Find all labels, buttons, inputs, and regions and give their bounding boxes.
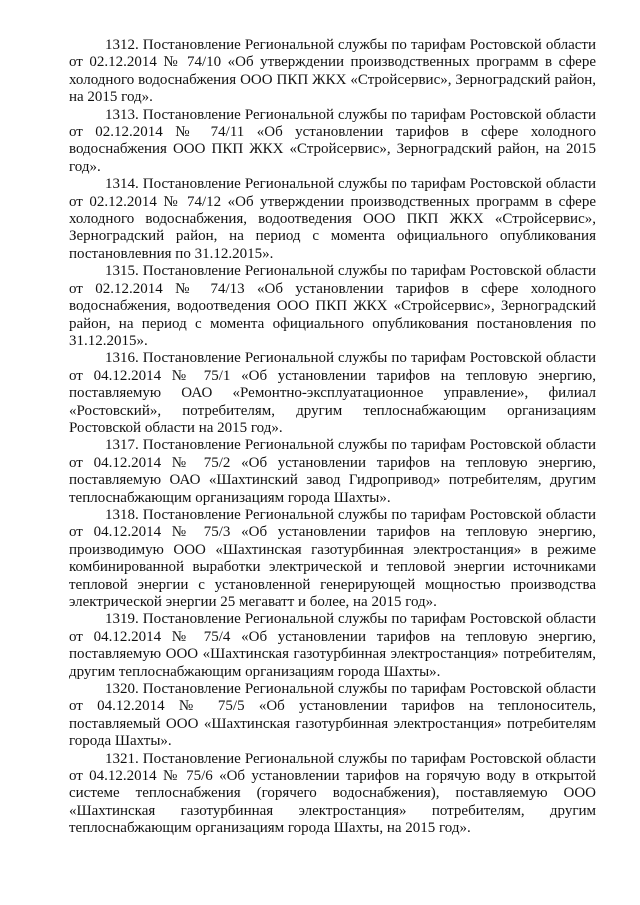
paragraph-1320: 1320. Постановление Региональной службы по тарифам Ростовской области от 04.12.2014 № 75/5 «Об установлении тарифов на теплоноситель, поставляемый ООО «Шахтинская газотурбинная электростанция» потребителям города Шахты». <box>69 681 596 750</box>
paragraph-1313: 1313. Постановление Региональной службы по тарифам Ростовской области от 02.12.2014 № 74/11 «Об установлении тарифов в сфере холодного водоснабжения ООО ПКП ЖКХ «Стройсервис», Зерноградский район, на 2015 год». <box>69 106 596 175</box>
paragraph-1321: 1321. Постановление Региональной службы по тарифам Ростовской области от 04.12.2014 № 75/6 «Об установлении тарифов на горячую воду в открытой системе теплоснабжения (горячего водоснабжения), поставляемую ООО «Шахтинская газотурбинная электростанция» потребителям, другим теплоснабжающим организациям города Шахты, на 2015 год». <box>69 750 596 837</box>
paragraph-1317: 1317. Постановление Региональной службы по тарифам Ростовской области от 04.12.2014 № 75/2 «Об установлении тарифов на тепловую энергию, поставляемую ОАО «Шахтинский завод Гидропривод» потребителям, другим теплоснабжающим организациям города Шахты». <box>69 437 596 506</box>
paragraph-1315: 1315. Постановление Региональной службы по тарифам Ростовской области от 02.12.2014 № 74/13 «Об установлении тарифов в сфере холодного водоснабжения, водоотведения ООО ПКП ЖКХ «Стройсервис», Зерноградский район, на период с момента официального опубликования постановления по 31.12.2015». <box>69 263 596 349</box>
paragraph-1318: 1318. Постановление Региональной службы по тарифам Ростовской области от 04.12.2014 № 75/3 «Об установлении тарифов на тепловую энергию, производимую ООО «Шахтинская газотурбинная электростанция» в режиме комбинированной выработки электрической и тепловой энергии источниками тепловой энергии с установленной генерирующей мощностью производства электрической энергии 25 мегаватт и более, на 2015 год». <box>69 506 596 610</box>
paragraph-1319: 1319. Постановление Региональной службы по тарифам Ростовской области от 04.12.2014 № 75/4 «Об установлении тарифов на тепловую энергию, поставляемую ООО «Шахтинская газотурбинная электростанция» потребителям, другим теплоснабжающим организациям города Шахты». <box>69 611 596 680</box>
paragraph-1312: 1312. Постановление Региональной службы по тарифам Ростовской области от 02.12.2014 № 74/10 «Об утверждении производственных программ в сфере холодного водоснабжения ООО ПКП ЖКХ «Стройсервис», Зерноградский район, на 2015 год». <box>69 37 596 106</box>
paragraph-1314: 1314. Постановление Региональной службы по тарифам Ростовской области от 02.12.2014 № 74/12 «Об утверждении производственных программ в сфере холодного водоснабжения, водоотведения ООО ПКП ЖКХ «Стройсервис», Зерноградский район, на период с момента официального опубликования постановлевния по 31.12.2015». <box>69 176 596 262</box>
paragraph-1316: 1316. Постановление Региональной службы по тарифам Ростовской области от 04.12.2014 № 75/1 «Об установлении тарифов на тепловую энергию, поставляемую ОАО «Ремонтно-эксплуатационное управление», филиал «Ростовский», потребителям, другим теплоснабжающим организациям Ростовской области на 2015 год». <box>69 350 596 436</box>
document-page <box>69 37 596 838</box>
